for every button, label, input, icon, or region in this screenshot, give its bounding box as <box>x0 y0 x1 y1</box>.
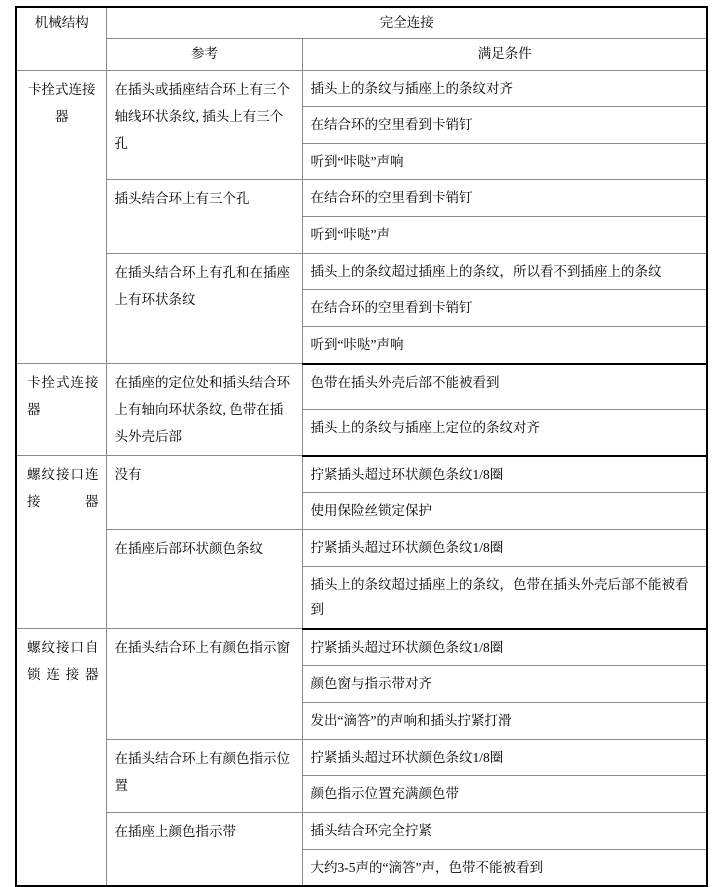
condition-cell: 听到“咔哒”声响 <box>302 326 707 363</box>
condition-cell: 色带在插头外壳后部不能被看到 <box>302 364 707 410</box>
header-cell-structure: 机械结构 <box>16 7 106 70</box>
table-row <box>16 529 707 566</box>
structure-cell-2 <box>16 364 106 456</box>
table-row <box>16 813 707 850</box>
reference-cell: 在插头结合环上有孔和在插座上有环状条纹 <box>106 253 302 363</box>
header-cell-full-connection: 完全连接 <box>106 7 707 39</box>
structure-cell-3 <box>16 456 106 629</box>
mechanical-structure-table <box>15 6 708 887</box>
condition-cell: 在结合环的空里看到卡销钉 <box>302 107 707 144</box>
condition-cell: 拧紧插头超过环状颜色条纹1/8圈 <box>302 529 707 566</box>
structure-cell-1 <box>16 70 106 364</box>
structure-label: 卡拴式连接器 <box>27 375 99 418</box>
condition-cell: 听到“咔哒”声响 <box>302 143 707 180</box>
condition-cell: 颜色指示位置充满颜色带 <box>302 776 707 813</box>
condition-cell: 拧紧插头超过环状颜色条纹1/8圈 <box>302 629 707 666</box>
reference-cell: 在插头结合环上有颜色指示位置 <box>106 739 302 812</box>
condition-cell: 在结合环的空里看到卡销钉 <box>302 290 707 327</box>
structure-label: 螺纹接口自锁连接器 <box>27 640 99 683</box>
table-body <box>16 7 707 886</box>
condition-cell: 在结合环的空里看到卡销钉 <box>302 180 707 217</box>
reference-cell: 插头结合环上有三个孔 <box>106 180 302 253</box>
condition-cell: 插头上的条纹超过插座上的条纹，所以看不到插座上的条纹 <box>302 253 707 290</box>
structure-cell-4 <box>16 629 106 886</box>
table-header-row-secondary <box>16 39 707 70</box>
table-row <box>16 253 707 290</box>
condition-cell: 发出“滴答”的声响和插头拧紧打滑 <box>302 703 707 740</box>
reference-cell: 在插头结合环上有颜色指示窗 <box>106 629 302 739</box>
table-row <box>16 70 707 107</box>
structure-label: 螺纹接口连接器 <box>27 467 99 510</box>
condition-cell: 颜色窗与指示带对齐 <box>302 666 707 703</box>
reference-cell: 在插座的定位处和插头结合环上有轴向环状条纹, 色带在插头外壳后部 <box>106 364 302 456</box>
structure-label: 卡拴式连接器 <box>28 81 96 124</box>
table-row <box>16 180 707 217</box>
header-cell-reference: 参考 <box>106 39 302 70</box>
table-row <box>16 739 707 776</box>
table-row <box>16 456 707 493</box>
condition-cell: 插头结合环完全拧紧 <box>302 813 707 850</box>
condition-cell: 拧紧插头超过环状颜色条纹1/8圈 <box>302 456 707 493</box>
table-row <box>16 629 707 666</box>
spec-table-container <box>15 6 706 887</box>
condition-cell: 大约3-5声的“滴答”声，色带不能被看到 <box>302 849 707 886</box>
reference-cell: 没有 <box>106 456 302 530</box>
condition-cell: 听到“咔哒”声 <box>302 217 707 254</box>
condition-cell: 插头上的条纹与插座上的条纹对齐 <box>302 70 707 107</box>
reference-cell: 在插头或插座结合环上有三个轴线环状条纹, 插头上有三个孔 <box>106 70 302 180</box>
condition-cell: 使用保险丝锁定保护 <box>302 493 707 530</box>
condition-cell: 插头上的条纹超过插座上的条纹，色带在插头外壳后部不能被看到 <box>302 566 707 629</box>
reference-cell: 在插座后部环状颜色条纹 <box>106 529 302 628</box>
condition-cell: 拧紧插头超过环状颜色条纹1/8圈 <box>302 739 707 776</box>
table-row <box>16 364 707 410</box>
reference-cell: 在插座上颜色指示带 <box>106 813 302 887</box>
header-cell-condition: 满足条件 <box>302 39 707 70</box>
condition-cell: 插头上的条纹与插座上定位的条纹对齐 <box>302 410 707 456</box>
table-header-row-primary <box>16 7 707 39</box>
